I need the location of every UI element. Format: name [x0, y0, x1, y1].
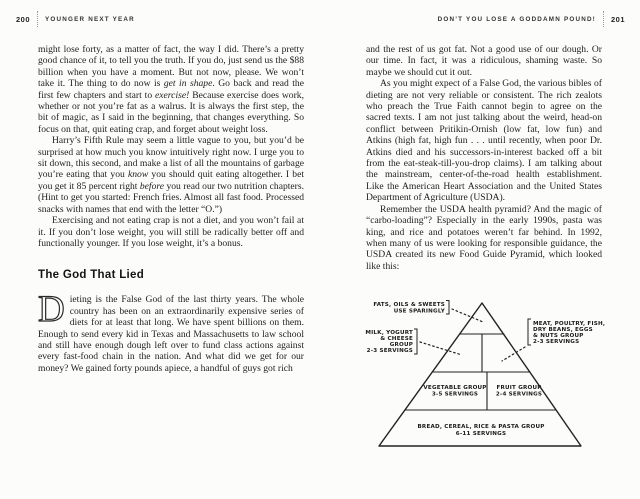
- fats-pointer-dotted-line: [452, 309, 483, 322]
- pyramid-label-meat-line4: 2-3 SERVINGS: [533, 339, 580, 345]
- pyramid-label-fruit-line1: FRUIT GROUP: [496, 385, 542, 391]
- left-running-header: [16, 11, 135, 27]
- dropcap-paragraph: [38, 289, 304, 374]
- pyramid-label-milk-line2: & CHEESE: [380, 336, 413, 342]
- right-running-header: [438, 11, 625, 27]
- body-paragraph: Exercising and not eating crap is not a diet, and you won’t fail at it. If you don’t lose weight, you will still be radically better off and functionally younger. If you lose weight, it’s a bonus.: [38, 215, 304, 249]
- drop-cap: D: [38, 289, 65, 331]
- pyramid-label-meat-line3: & NUTS GROUP: [533, 333, 584, 339]
- pyramid-label-milk-line1: MILK, YOGURT: [365, 330, 413, 336]
- pyramid-label-meat-line1: MEAT, POULTRY, FISH,: [533, 321, 606, 327]
- left-running-title: YOUNGER NEXT YEAR: [45, 15, 135, 23]
- left-page-text-column: [38, 44, 304, 374]
- body-paragraph: As you might expect of a False God, the various bibles of dieting are not very reliable or consistent. The rich zealots who preach the True Faith cannot begin to agree on the sacred texts. I am not just talking about the weird, head-on conflict between Pritikin-Ornish (low fat, low fun) and Atkins (high fat, high fun . . . until recently, when poor Dr. Atkins died and his successors-in-interest backed off a bit from the eat-steak-till-you-drop claims). I am talking about the mainstream, center-of-the-road health establishment. Like the American Heart Association and the United States Department of Agriculture (USDA).: [366, 78, 602, 204]
- header-dotted-divider: [603, 11, 604, 27]
- pyramid-label-vegetable-line1: VEGETABLE GROUP: [423, 385, 487, 391]
- pyramid-label-bread-line1: BREAD, CEREAL, RICE & PASTA GROUP: [417, 424, 545, 430]
- pyramid-label-milk-line4: 2-3 SERVINGS: [366, 348, 413, 354]
- pyramid-label-fruit-line2: 2-4 SERVINGS: [495, 391, 543, 398]
- right-running-title: DON’T YOU LOSE A GODDAMN POUND!: [437, 15, 596, 23]
- milk-bracket: [414, 329, 417, 354]
- body-paragraph: and the rest of us got fat. Not a good use of our dough. Or our time. In fact, it was a ridiculous, shaming waste. So maybe we should cut it out.: [366, 44, 602, 78]
- section-heading: The God That Lied: [38, 269, 145, 282]
- pyramid-label-fats-line1: FATS, OILS & SWEETS: [373, 302, 445, 308]
- body-paragraph: Remember the USDA health pyramid? And the magic of “carbo-loading”? Especially in the early 1990s, pasta was king, and rice and potatoes weren’t far behind. In 1992, when many of us were looking for responsible guidance, the USDA created its new Food Guide Pyramid, which looked like this:: [366, 203, 602, 272]
- body-paragraph: might lose forty, as a matter of fact, the way I did. There’s a pretty good chance of it, to tell you the truth. If you do, just send us the $88 billion when you have a moment. But not now, please. We won’t take it. The thing to do now is get in shape. Go back and read the first few chapters and start to exercise! Because exercise does work, whether or not you’re fat as a walrus. It is always the first step, the bit of magic, as I said in the beginning, that changes everything. So focus on that, quit eating crap, and forget about weight loss.: [38, 44, 304, 135]
- pyramid-label-meat-line2: DRY BEANS, EGGS: [533, 327, 593, 333]
- food-pyramid-diagram: [335, 296, 630, 476]
- header-dotted-divider: [37, 11, 38, 27]
- left-page-number: 200: [16, 14, 31, 24]
- body-paragraph: Harry’s Fifth Rule may seem a little vague to you, but you’d be surprised at how much you know intuitively right now. I urge you to sit down, this second, and make a list of all the mountains of garbage you’re eating that you know you should quit eating altogether. I bet you get it 85 percent right before you read our two nutrition chapters. (Hint to get you started: French fries. Almost all fast food. Processed snacks with names that end with the letter “O.”): [38, 135, 304, 215]
- meat-bracket: [528, 319, 531, 345]
- pyramid-label-fats-line2: USE SPARINGLY: [393, 308, 445, 315]
- right-page-number: 201: [610, 14, 625, 24]
- milk-pointer-dotted-line: [420, 342, 462, 355]
- pyramid-label-vegetable-line2: 3-5 SERVINGS: [431, 391, 479, 398]
- dropcap-paragraph-text: ieting is the False God of the last thirty years. The whole country has been on an extraordinarily expensive series of diets for at least that long. We have spent billions on them. Enough to send every kid in Texas and Massachusetts to law school and still have enough dough left over to fund class actions against every fast-food chain in the nation. And what did we get for our money? We gained forty pounds apiece, a handful of guys got rich: [38, 294, 304, 374]
- fats-bracket: [446, 301, 449, 315]
- pyramid-label-milk-line3: GROUP: [389, 342, 413, 348]
- right-page-text-column: [366, 44, 602, 272]
- pyramid-label-bread-line2: 6-11 SERVINGS: [455, 431, 507, 437]
